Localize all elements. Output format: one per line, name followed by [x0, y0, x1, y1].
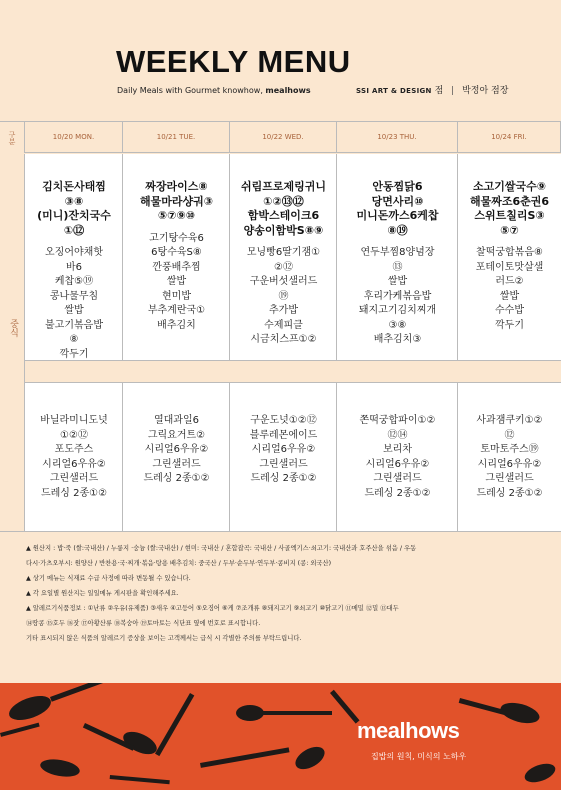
snack-line: 쫀떡궁합파이①② [359, 415, 436, 426]
note-line: 다시·가츠오부시: 원양산 / 반찬용·국·찌개·볶음·탕용 배추김치: 중국산 / 두부·순두부·연두부·콩비지 (콩: 외국산) [26, 560, 332, 567]
side-dish-line: 수수밥 [495, 305, 524, 316]
side-dish-line: 케찹⑤⑲ [54, 276, 94, 287]
snack-cell [25, 414, 123, 501]
side-dish-line: 찰떡궁합볶음⑧ [476, 247, 543, 258]
main-dish-line: ①⑫ [63, 223, 85, 237]
side-dish-line: 쌀밥 [64, 305, 84, 316]
day-header: 10/24 FRI. [458, 122, 561, 153]
store-brand: SSI ART & DESIGN [356, 87, 432, 95]
side-dish-line: ⑬ [392, 261, 403, 273]
lunch-cell [123, 180, 230, 333]
snack-line: 시리얼6우유② [144, 444, 209, 455]
side-dish-line: ③⑧ [388, 319, 407, 331]
snack-line: 시리얼6우유② [365, 458, 430, 470]
side-dish-line: 쌀밥 [166, 276, 187, 287]
snack-line: 토마토주스⑲ [480, 444, 539, 455]
snack-line: 열대과일6 [153, 415, 199, 426]
side-dish-line: 부추계란국① [147, 305, 206, 316]
snack-line: 구운도넛①②⑫ [250, 415, 317, 426]
main-dish-line: 양송이함박S⑧⑨ [243, 223, 324, 237]
side-dish-line: 쌀밥 [499, 290, 520, 302]
separator-band [25, 360, 561, 383]
day-header: 10/23 THU. [337, 122, 458, 153]
subtitle-text: Daily Meals with Gourmet knowhow, [117, 86, 263, 95]
snack-line: 그릭요거트② [147, 429, 206, 441]
side-dish-line: 쌀밥 [387, 276, 408, 287]
snack-line: 시리얼6우유② [251, 444, 316, 455]
lunch-cell [337, 180, 458, 348]
note-line: ▲ 각 요일별 원산지는 일일메뉴 게시판을 확인해주세요. [26, 590, 179, 597]
main-dish-line: 안동찜닭6 [372, 180, 423, 193]
snack-line: 드레싱 2종①② [476, 487, 543, 499]
snack-line: 그린샐러드 [259, 458, 308, 470]
main-dish-line: 김치돈사태찜 [42, 180, 106, 193]
snack-line: ⑫ [504, 429, 515, 441]
snack-line: 시리얼6우유② [42, 458, 106, 470]
utensil-pattern [0, 683, 561, 790]
snack-line: ①②⑫ [60, 429, 88, 441]
subtitle [117, 86, 311, 95]
main-dishes [458, 180, 561, 238]
snack-line: 시리얼6우유② [477, 458, 542, 470]
snack-line: 보리차 [383, 444, 412, 455]
snack-line: 드레싱 2종①② [364, 487, 431, 499]
footer-logo: mealhows [357, 718, 460, 743]
section-label: 구분 [0, 122, 25, 153]
side-dish-line: 추가밥 [269, 305, 298, 316]
side-dishes [25, 246, 123, 362]
snack-cell [123, 414, 230, 487]
side-dish-line: 깍두기 [59, 348, 89, 360]
side-dish-line: 배추김치③ [373, 334, 422, 345]
day-header: 10/20 MON. [25, 122, 123, 153]
side-dishes [123, 232, 230, 334]
main-dish-line: ③⑧ [64, 194, 84, 208]
menu-table [0, 121, 561, 532]
meal-label: 중식 [8, 319, 18, 337]
main-dishes [25, 180, 123, 238]
note-line: 기타 표시되지 않은 식품의 알레르기 증상을 보이는 고객께서는 급식 시 각별한 주의를 부탁드립니다. [26, 635, 302, 642]
side-dish-line: 돼지고기김치찌개 [358, 305, 437, 316]
main-dish-line: 소고기쌀국수⑨ [472, 180, 547, 193]
snack-cell [458, 414, 561, 501]
main-dishes [337, 180, 458, 238]
snack-line: 드레싱 2종①② [143, 473, 210, 484]
side-dish-line: 불고기볶음밥 [45, 319, 103, 331]
side-dish-line: 러드② [495, 276, 524, 287]
main-dish-line: 함박스테이크6 [247, 209, 320, 222]
side-dish-line: ⑧ [69, 334, 79, 345]
side-dish-line: 배추김치 [157, 319, 196, 331]
side-dishes [230, 246, 337, 348]
side-dish-line: 모닝빵6딸기잼① [246, 247, 321, 258]
lunch-cell [230, 180, 337, 348]
main-dish-line: 해물마라샹궈③ [139, 194, 214, 208]
main-dish-line: ⑤⑦⑨⑩ [157, 209, 196, 222]
snack-line: 그린샐러드 [152, 458, 201, 470]
main-dish-line: ⑧⑲ [387, 223, 408, 237]
main-dishes [123, 180, 230, 224]
store-separator: | [451, 86, 455, 96]
lunch-cell [25, 180, 123, 362]
side-dish-line: 바6 [65, 261, 83, 273]
snack-line: 사과잼쿠키①② [476, 415, 543, 426]
menu-header [0, 0, 561, 120]
side-dish-line: 깐풍배추찜 [152, 261, 201, 273]
footer-banner [0, 683, 561, 790]
note-line: ⑭땅콩 ⑮호두 ⑯잣 ⑰아황산류 ⑱복숭아 ⑲토마토는 식단표 옆에 번호로 표시합니다. [26, 620, 261, 627]
snack-line: 그린샐러드 [485, 473, 534, 484]
side-dishes [458, 246, 561, 333]
main-dish-line: 짜장라이스⑧ [145, 180, 208, 193]
side-dish-line: 6탕수육S⑧ [151, 247, 202, 258]
store-info [356, 83, 508, 96]
main-dish-line: ①②⑬⑫ [263, 194, 304, 208]
snack-line: 그린샐러드 [373, 473, 422, 484]
side-dish-line: 구운버섯샐러드 [249, 276, 318, 287]
snack-cell [230, 414, 337, 487]
side-dish-line: 후리가케볶음밥 [363, 290, 432, 302]
main-dish-line: 쉬림프로제링귀니 [240, 180, 326, 193]
main-dish-line: 해물짜조6춘권6 [469, 194, 550, 208]
side-dish-line: 현미밥 [162, 290, 191, 302]
note-line: ▲ 상기 메뉴는 식재료 수급 사정에 따라 변동될 수 있습니다. [26, 575, 191, 582]
main-dish-line: (미니)잔치국수 [37, 209, 111, 222]
snack-line: 블루레몬에이드 [249, 429, 318, 441]
snack-line: 드레싱 2종①② [250, 473, 317, 484]
main-dish-line: 미니돈까스6케찹 [356, 209, 439, 222]
side-dish-line: ②⑫ [274, 261, 293, 273]
page-title: WEEKLY MENU [116, 44, 351, 79]
day-header: 10/22 WED. [230, 122, 337, 153]
side-dish-line: 포테이토맛살샐 [475, 261, 544, 273]
side-dish-line: 콩나물무침 [49, 290, 99, 302]
side-dishes [337, 246, 458, 348]
meal-label-column [0, 154, 25, 531]
snack-line: 바닐라미니도넛 [40, 415, 108, 426]
snack-cell [337, 414, 458, 501]
side-dish-line: 고기탕수육6 [149, 232, 204, 244]
side-dish-line: 연두부찜8양념장 [360, 247, 435, 258]
main-dish-line: 당면사리⑩ [371, 194, 424, 208]
main-dish-line: ⑤⑦ [500, 223, 519, 237]
snack-line: 그린샐러드 [49, 473, 99, 484]
side-dish-line: 시금치스프①② [250, 334, 317, 345]
lunch-cell [458, 180, 561, 333]
footer-tagline: 집밥의 원칙, 미식의 노하우 [371, 752, 467, 761]
main-dishes [230, 180, 337, 238]
side-dish-line: 깍두기 [495, 319, 524, 331]
snack-line: 드레싱 2종①② [40, 487, 108, 499]
main-dish-line: 스위트칠리S③ [474, 209, 545, 222]
snack-line: 포도주스 [54, 444, 94, 455]
store-branch: 점 [434, 86, 444, 96]
note-line: ▲ 원산지 : 밥·죽 (쌀:국내산) / 누룽지 ·숭늉 (쌀:국내산) / 현미: 국내산 / 혼합잡곡: 국내산 / 사골엑기스·쇠고기: 국내산과 호주산을 섞음 / 우동 [26, 545, 417, 552]
subtitle-brand: mealhows [265, 86, 311, 95]
notes-section [26, 541, 546, 646]
day-header: 10/21 TUE. [123, 122, 230, 153]
side-dish-line: 오징어야채핫 [45, 247, 103, 258]
side-dish-line: 수제피클 [264, 319, 303, 331]
note-line: ▲ 알레르기식품정보 : ①난류 ②우유(유제품) ③새우 ④고등어 ⑤오징어 ⑥게 ⑦조개류 ⑧돼지고기 ⑨쇠고기 ⑩닭고기 ⑪메밀 ⑫밀 ⑬대두 [26, 605, 399, 612]
snack-line: ⑫⑭ [387, 429, 408, 441]
store-manager: 박정아 점장 [462, 86, 509, 96]
side-dish-line: ⑲ [278, 290, 289, 302]
